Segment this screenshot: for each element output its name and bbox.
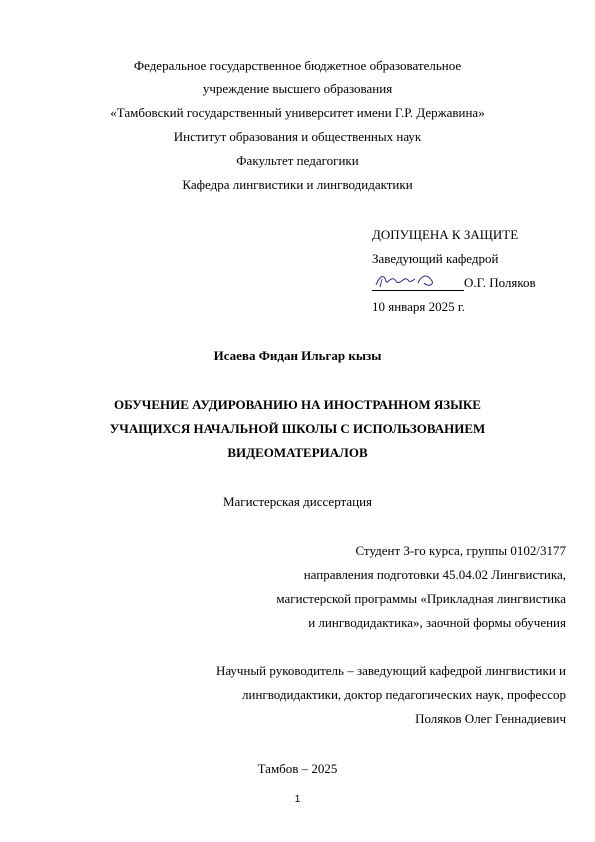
thesis-title-line-3: ВИДЕОМАТЕРИАЛОВ xyxy=(227,445,368,460)
supervisor-line-1: Научный руководитель – заведующий кафедрой лингвистики и xyxy=(215,663,566,678)
department-name: Кафедра лингвистики и лингводидактики xyxy=(182,177,413,192)
thesis-title-line-1: ОБУЧЕНИЕ АУДИРОВАНИЮ НА ИНОСТРАННОМ ЯЗЫКЕ xyxy=(114,397,481,412)
signature-row xyxy=(372,275,536,293)
city-year: Тамбов – 2025 xyxy=(257,761,338,776)
student-line-1: Студент 3-го курса, группы 0102/3177 xyxy=(355,543,566,558)
signature-line xyxy=(372,276,464,291)
student-line-3: магистерской программы «Прикладная лингвистика xyxy=(276,591,566,606)
page-number: 1 xyxy=(294,794,301,805)
thesis-title-line-2: УЧАЩИХСЯ НАЧАЛЬНОЙ ШКОЛЫ С ИСПОЛЬЗОВАНИЕМ xyxy=(109,421,486,436)
institution-line-1: Федеральное государственное бюджетное образовательное xyxy=(133,58,462,73)
work-type: Магистерская диссертация xyxy=(222,494,373,509)
approval-role: Заведующий кафедрой xyxy=(372,251,499,266)
university-name: «Тамбовский государственный университет имени Г.Р. Державина» xyxy=(110,105,485,120)
supervisor-line-2: лингводидактики, доктор педагогических наук, профессор xyxy=(242,687,566,702)
approval-title: ДОПУЩЕНА К ЗАЩИТЕ xyxy=(372,227,519,242)
approval-date: 10 января 2025 г. xyxy=(372,299,466,314)
handwritten-signature-icon xyxy=(372,271,464,291)
institution-line-2: учреждение высшего образования xyxy=(202,81,393,96)
institute-name: Институт образования и общественных наук xyxy=(173,129,422,144)
faculty-name: Факультет педагогики xyxy=(236,153,359,168)
supervisor-line-3: Поляков Олег Геннадиевич xyxy=(415,711,566,726)
student-line-2: направления подготовки 45.04.02 Лингвистика, xyxy=(303,567,566,582)
author-name: Исаева Фидан Ильгар кызы xyxy=(213,348,382,363)
student-line-4: и лингводидактика», заочной формы обучения xyxy=(308,615,566,630)
approval-name: О.Г. Поляков xyxy=(464,275,536,290)
